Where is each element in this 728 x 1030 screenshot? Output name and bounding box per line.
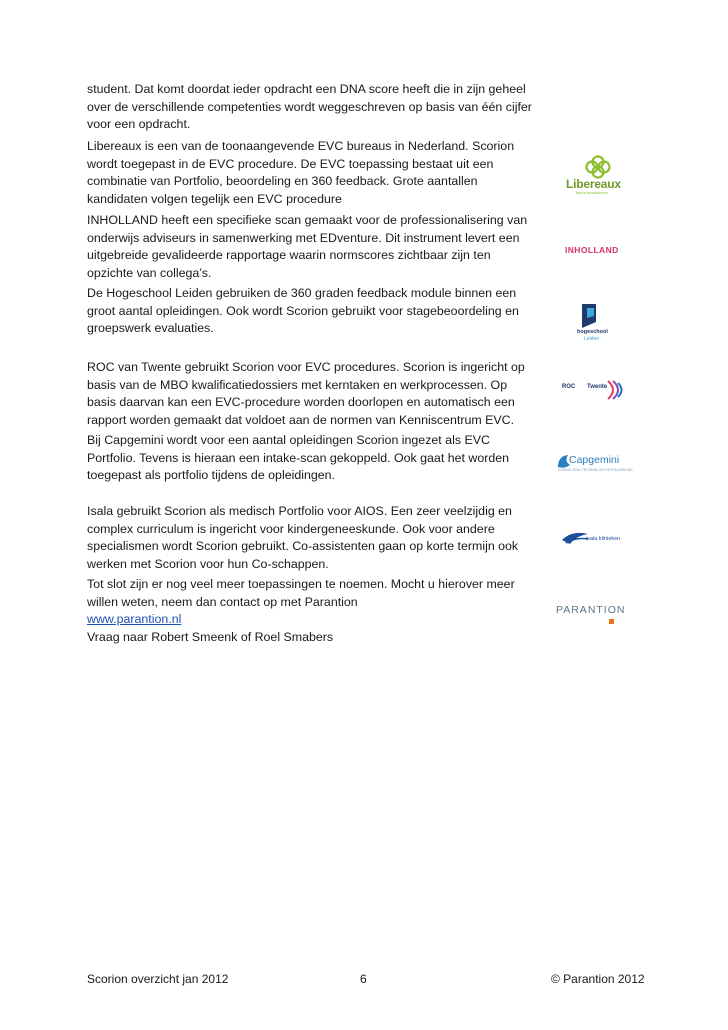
libereaux-wordmark: Libereaux (566, 177, 621, 191)
text-line: groot aantal opleidingen. Ook wordt Scorion gebruikt voor stagebeoordeling en (87, 303, 519, 318)
parantion-logo (556, 604, 628, 626)
text-line: wordt toegepast in de EVC procedure. De EVC toepassing bestaat uit een (87, 156, 494, 171)
isala-klinieken-logo (560, 528, 628, 548)
paragraph-libereaux (87, 138, 547, 208)
text-line: toegepast als portfolio tijdens de opleidingen. (87, 468, 335, 482)
capgemini-wordmark: Capgemini (569, 454, 620, 466)
text-line: groepswerk evaluaties. (87, 321, 214, 335)
paragraph-hogeschool (87, 285, 547, 338)
paragraph-isala (87, 503, 547, 573)
text-line: combinatie van Portfolio, beoordeling en 360 feedback. Grote aantallen (87, 174, 478, 188)
text-line: Libereaux is een van de toonaangevende EVC bureaus in Nederland. Scorion (87, 139, 515, 153)
hogeschool-leiden-logo (570, 302, 610, 344)
text-line: De Hogeschool Leiden gebruiken de 360 graden feedback module binnen een (87, 286, 517, 300)
text-line: rapport worden gemaakt dat voldoet aan de normen van Kenniscentrum EVC. (87, 412, 515, 427)
contact-line: Vraag naar Robert Smeenk of Roel Smabers (87, 629, 334, 644)
roc-label: ROC (562, 384, 576, 390)
libereaux-logo (562, 152, 626, 196)
parantion-website-link[interactable]: www.parantion.nl (87, 612, 182, 626)
text-line: INHOLLAND heeft een specifieke scan gemaakt voor de professionalisering van (87, 213, 528, 227)
paragraph-capgemini (87, 432, 547, 485)
text-line: basis van de MBO kwalificatiedossiers met kerntaken en werkprocessen. Op (87, 377, 508, 392)
text-line: Isala gebruikt Scorion als medisch Portfolio voor AIOS. Een zeer veelzijdig en (87, 504, 512, 518)
isala-wordmark: isala klinieken (586, 536, 621, 542)
text-line: onderwijs adviseurs in samenwerking met EDventure. Dit instrument levert een (87, 230, 520, 245)
text-line: Tot slot zijn er nog veel meer toepassingen te noemen. Mocht u hierover meer (87, 577, 515, 591)
text-line: complex curriculum is ingericht voor kindergeneeskunde. Ook voor andere (87, 521, 495, 536)
text-line: ROC van Twente gebruikt Scorion voor EVC procedures. Scorion is ingericht op (87, 360, 525, 374)
capgemini-logo (556, 452, 633, 474)
paragraph-roc (87, 359, 547, 429)
text-line: student. Dat komt doordat ieder opdracht een DNA score heeft die in zijn geheel (87, 82, 526, 96)
paragraph-closing (87, 576, 547, 646)
text-line: Portfolio. Tevens is hieraan een intake-scan gekoppeld. Ook gaat het worden (87, 450, 510, 465)
page-number: 6 (360, 972, 367, 986)
inholland-logo (565, 240, 625, 254)
text-line: uitgebreide gevalideerde rapportage waarin normscores zichtbaar zijn ten (87, 248, 491, 262)
parantion-dot (609, 619, 614, 624)
inholland-wordmark: INHOLLAND (565, 245, 619, 255)
footer-copyright: © Parantion 2012 (551, 972, 645, 986)
parantion-wordmark: PARANTION (556, 604, 626, 616)
hogeschool-emblem-icon (570, 302, 610, 330)
text-line: Bij Capgemini wordt voor een aantal opleidingen Scorion ingezet als EVC (87, 433, 490, 447)
text-line: basis daarvan kan een EVC-procedure worden doorlopen en automatisch een (87, 395, 515, 409)
text-line: willen weten, neem dan contact op met Parantion (87, 594, 358, 609)
roc-arc-icon (604, 378, 626, 402)
text-line: kandidaten volgen tegelijk een EVC procedure (87, 191, 342, 206)
roc-twente-logo (562, 378, 624, 402)
paragraph-intro (87, 81, 547, 134)
text-line: werken met Scorion voor hun Co-schappen. (87, 556, 329, 571)
text-line: specialismen wordt Scorion gebruikt. Co-assistenten gaan op korte termijn ook (87, 539, 519, 553)
paragraph-inholland (87, 212, 547, 282)
text-line: over de verschillende competenties wordt weggeschreven op basis van één cijfer (87, 99, 532, 114)
text-line: voor een opdracht. (87, 117, 191, 131)
hogeschool-label: hogeschool (577, 329, 608, 335)
text-line: opzichte van collega’s. (87, 265, 212, 280)
libereaux-tagline: talent ontwikkelen (576, 190, 608, 195)
leiden-label: Leiden (584, 336, 600, 342)
footer-left: Scorion overzicht jan 2012 (87, 972, 229, 986)
capgemini-tagline: CONSULTING.TECHNOLOGY.OUTSOURCING (558, 468, 633, 472)
twente-label: Twente (587, 384, 608, 390)
